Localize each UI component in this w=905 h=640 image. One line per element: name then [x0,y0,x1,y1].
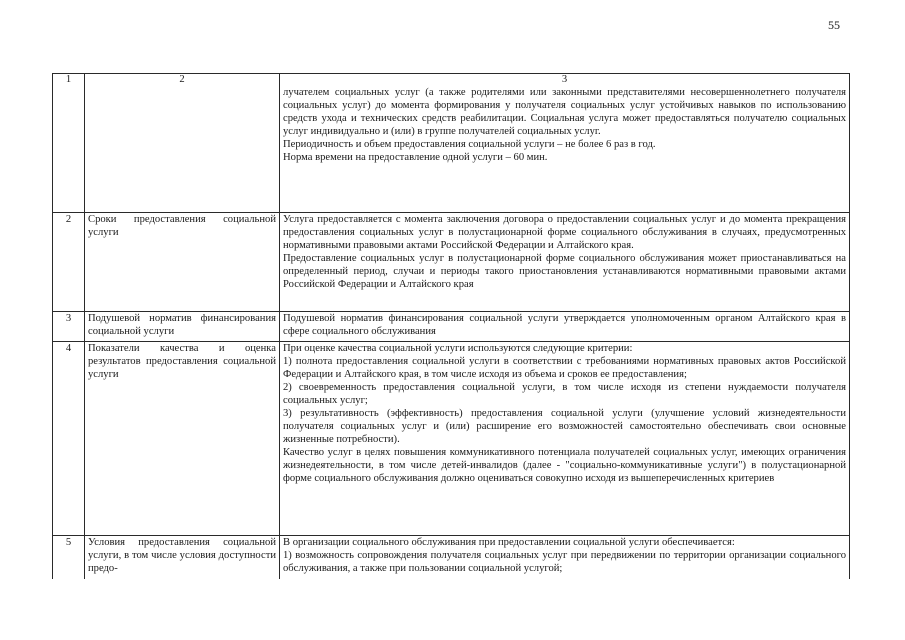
header-col-3: 3 [280,74,850,87]
description-paragraph: 2) своевременность предоставления социальной услуги, в том числе исходя из степени нуждаемости получателя социальных услуг; [283,381,846,406]
row-attribute: Условия предоставления социальной услуги, в том числе условия доступности предо- [85,535,280,579]
row-number: 4 [53,341,85,535]
row-description [280,212,850,311]
row-number: 5 [53,535,85,579]
row-number: 3 [53,311,85,341]
description-paragraph: Периодичность и объем предоставления социальной услуги – не более 6 раз в год. [283,139,656,150]
description-paragraph: Норма времени на предоставление одной услуги – 60 мин. [283,152,548,163]
description-paragraph: Качество услуг в целях повышения коммуникативного потенциала получателей социальных услуг, имеющих ограничения жизнедеятельности, в том числе детей-инвалидов (далее - "социально-коммуникативные услуги") в полустационарной форме социального обслуживания должно оцениваться совокупно исходя из вышеперечисленных критериев [283,446,846,484]
row-attribute: Подушевой норматив финансирования социальной услуги [85,311,280,341]
description-paragraph: 1) полнота предоставления социальной услуги в соответствии с требованиями нормативных правовых актов Российской Федерации и Алтайского края, в том числе исходя из объема и сроков ее предоставления; [283,355,846,380]
row-description [280,535,850,579]
row-attribute: Показатели качества и оценка результатов предоставления социальной услуги [85,341,280,535]
table-row [53,212,850,311]
table-row [53,311,850,341]
description-paragraph: При оценке качества социальной услуги используются следующие критерии: [283,342,633,354]
description-paragraph: лучателем социальных услуг (а также родителями или законными представителями несовершеннолетнего получателя социальных услуг) до момента формирования у получателя социальных услуг устойчивых навыков по использованию средств ухода и технических средств реабилитации. Социальная услуга может предоставляться получателю социальных услуг индивидуально и (или) в группе получателей социальных услуг. [283,87,846,137]
page-number: 55 [828,18,840,32]
table-header-row [53,74,850,87]
header-col-1: 1 [53,74,85,87]
row-attribute: Сроки предоставления социальной услуги [85,212,280,311]
row-description [280,86,850,212]
row-number: 2 [53,212,85,311]
row-attribute [85,86,280,212]
table-row [53,535,850,579]
row-description [280,341,850,535]
description-paragraph: 3) результативность (эффективность) предоставления социальной услуги (улучшение условий жизнедеятельности получателя социальных услуг и (или) расширение его возможностей самостоятельно обеспечивать свои основные жизненные потребности). [283,407,846,445]
row-number [53,86,85,212]
table-row [53,341,850,535]
description-paragraph: 1) возможность сопровождения получателя социальных услуг при передвижении по территории организации социального обслуживания, а также при пользовании социальной услугой; [283,549,846,574]
table-row [53,86,850,212]
description-paragraph: Подушевой норматив финансирования социальной услуги утверждается уполномоченным органом Алтайского края в сфере социального обслуживания [283,312,846,337]
row-description [280,311,850,341]
description-paragraph: Услуга предоставляется с момента заключения договора о предоставлении социальных услуг и до момента прекращения предоставления социальных услуг в полустационарной форме социального обслуживания в случаях, предусмотренных нормативными правовыми актами Российской Федерации и Алтайского края. [283,213,846,251]
description-paragraph: В организации социального обслуживания при предоставлении социальной услуги обеспечивается: [283,536,735,548]
header-col-2: 2 [85,74,280,87]
services-table [52,73,850,579]
description-paragraph: Предоставление социальных услуг в полустационарной форме социального обслуживания может приостанавливаться на определенный период, случаи и периоды такого приостановления устанавливаются нормативными правовыми актами Российской Федерации и Алтайского края [283,252,846,290]
